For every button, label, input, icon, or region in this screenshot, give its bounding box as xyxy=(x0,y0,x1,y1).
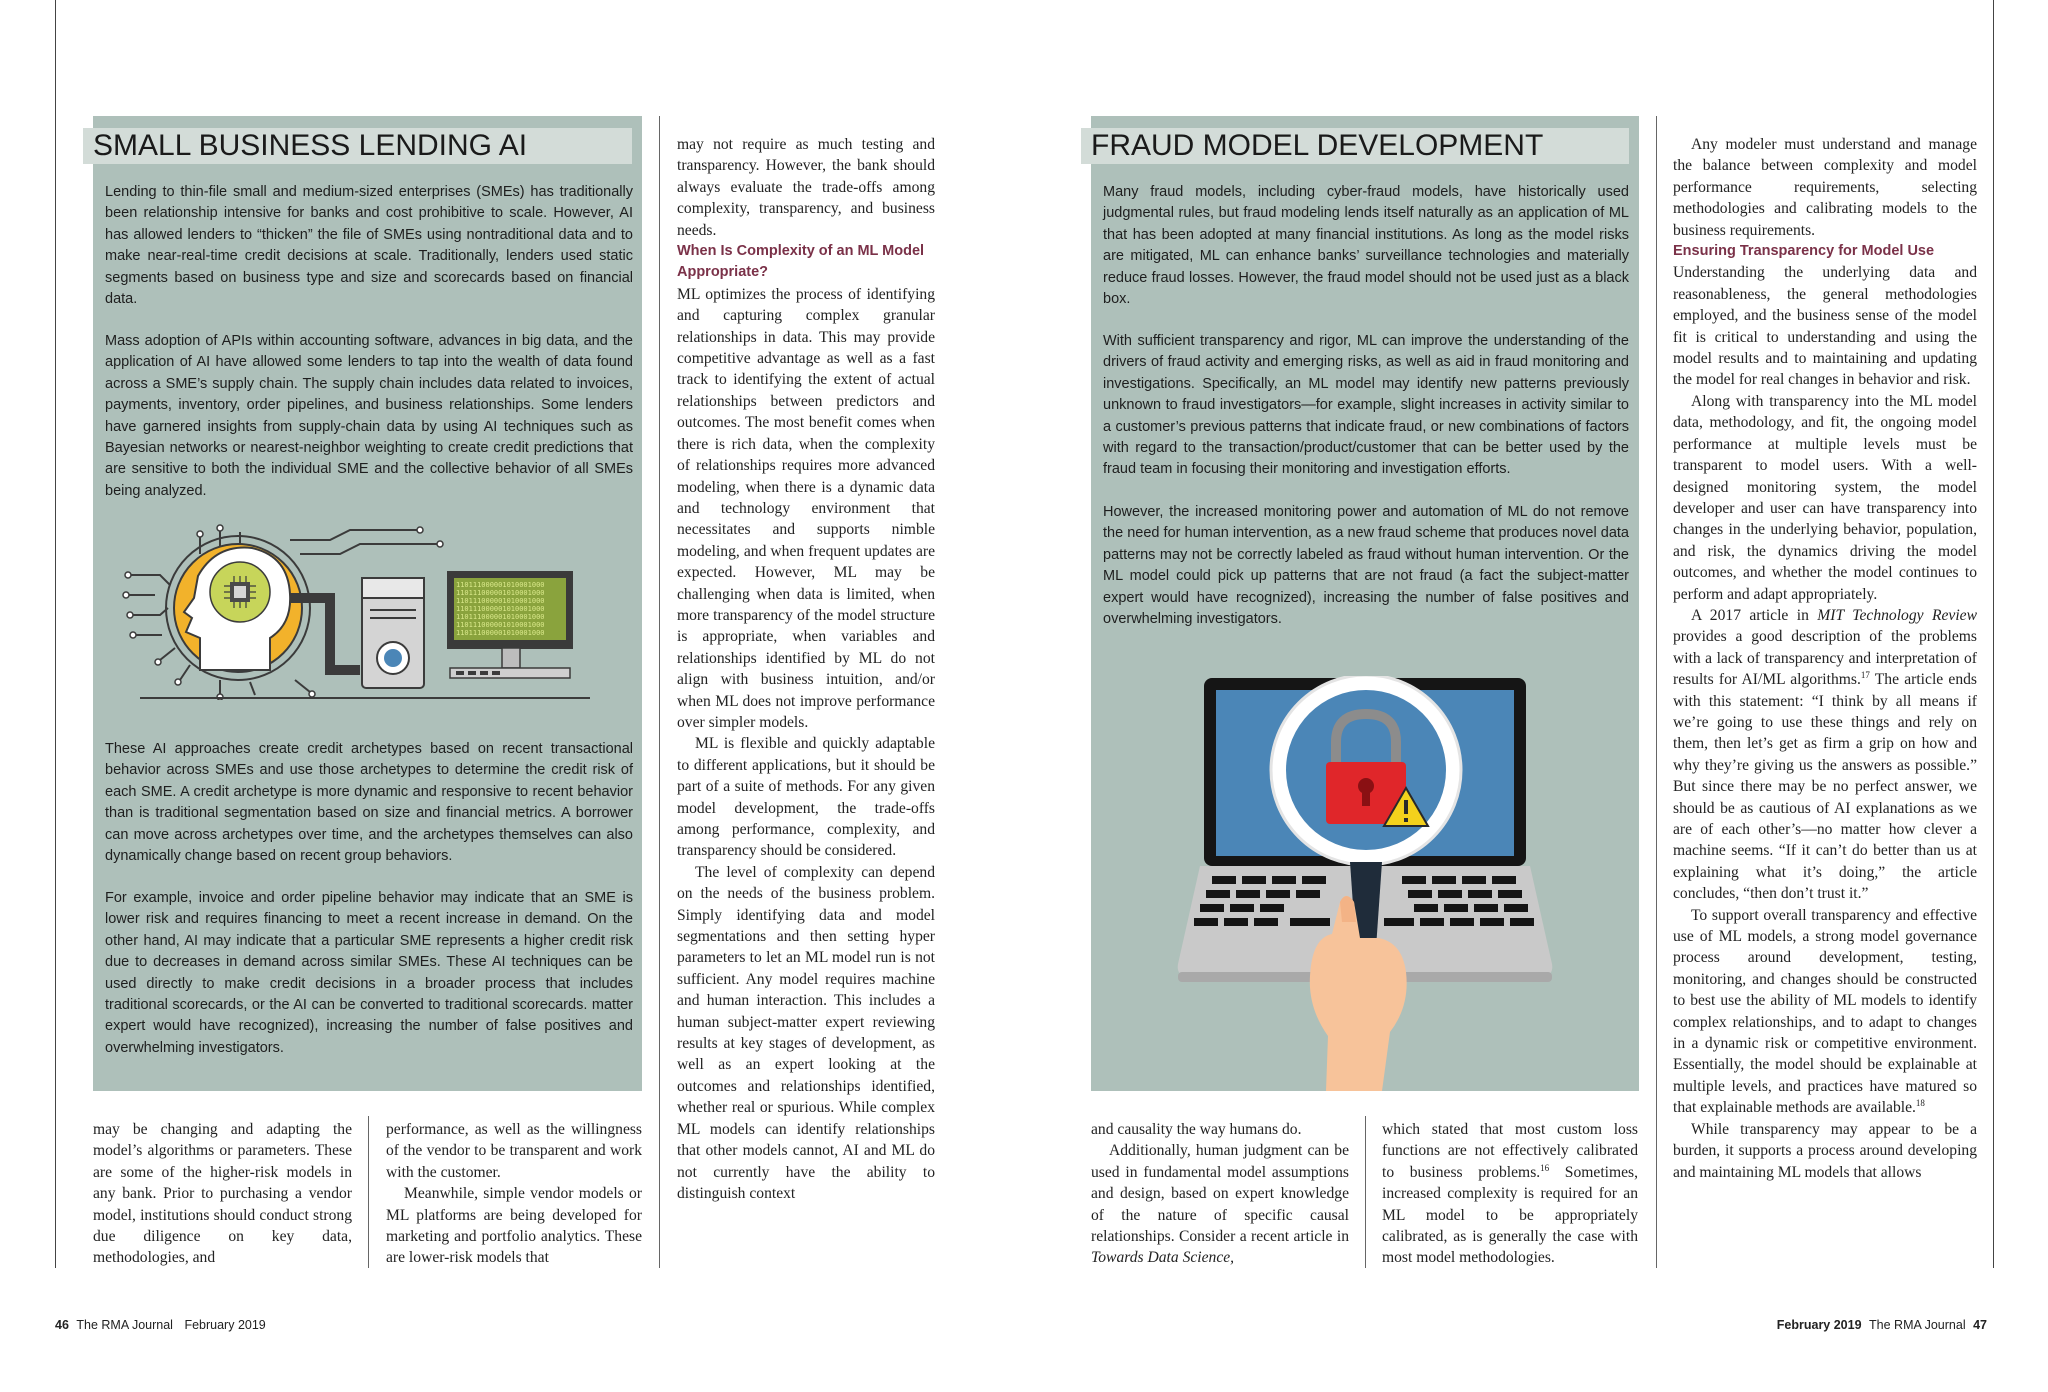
body-text: Additionally, human judgment can be used in fundamental model assumptions and design, based on expert knowledge of the nature of specific causal relationships. Consider a recent article in xyxy=(1091,1142,1349,1246)
left-column-2 xyxy=(386,1119,642,1269)
column-rule xyxy=(1656,116,1657,1268)
right-column-3 xyxy=(1673,134,1977,1183)
body-paragraph: and causality the way humans do. xyxy=(1091,1121,1302,1138)
body-paragraph: Understanding the underlying data and reasonableness, the general methodologies employed, and the business sense of the model fit is critical to understanding and using the model results and to maintaining and updating the model for real changes in behavior and risk. xyxy=(1673,264,1977,389)
body-text: provides a good description of the problems with a lack of transparency and interpretation of results for AI/ML algorithms. xyxy=(1673,628,1977,689)
issue-date: February 2019 xyxy=(184,1318,266,1332)
footnote-ref: 18 xyxy=(1915,1098,1925,1109)
sidebar-paragraph: For example, invoice and order pipeline behavior may indicate that an SME is lower risk and requires financing to meet a recent increase in demand. On the other hand, AI may indicate that a particular SME represents a higher credit risk due to decreases in demand across similar SMEs. These AI techniques can be used directly to make credit decisions in a broader process that includes traditional scorecards, or the AI can be converted to traditional scorecards. matter expert would have recognized), increasing the number of false positives and overwhelming investigators. xyxy=(105,890,633,1056)
footnote-ref: 16 xyxy=(1540,1162,1550,1173)
page-number: 47 xyxy=(1973,1318,1987,1332)
binary-line: 110111000001010001000 xyxy=(456,621,545,629)
column-rule xyxy=(1365,1116,1366,1268)
publication-title: MIT Technology Review xyxy=(1817,606,1978,624)
fraud-model-title: FRAUD MODEL DEVELOPMENT xyxy=(1081,128,1629,164)
sidebar-paragraph: Mass adoption of APIs within accounting software, advances in big data, and the application of AI have allowed some lenders to tap into the wealth of data found across a SME’s supply chain. The supply chain includes data related to invoices, payments, inventory, order pipelines, and business relationships. Some lenders have garnered insights from supply-chain data by using AI techniques such as Bayesian networks or nearest-neighbor weighting to create credit predictions that are sensitive to both the individual SME and the collective behavior of all SMEs being analyzed. xyxy=(105,333,633,499)
issue-date: February 2019 xyxy=(1776,1318,1862,1332)
body-paragraph: Any modeler must understand and manage the balance between complexity and model performance requirements, selecting methodologies and calibrating models to the business requirements. xyxy=(1673,136,1977,239)
body-paragraph xyxy=(1673,605,1977,905)
body-paragraph: Meanwhile, simple vendor models or ML platforms are being developed for marketing and portfolio analytics. These are lower-risk models that xyxy=(386,1185,642,1267)
ai-computer-illustration xyxy=(120,520,600,700)
sidebar-paragraph: Many fraud models, including cyber-fraud models, have historically used judgmental rules, but fraud modeling lends itself naturally as an application of ML that has been adopted at many financial institutions. As long as the model risks are mitigated, ML can enhance banks’ surveillance technologies and materially reduce fraud losses. However, the fraud model should not be used just as a black box. xyxy=(1103,184,1629,308)
binary-line: 110111000001010001000 xyxy=(456,605,545,613)
binary-line: 110111000001010001000 xyxy=(456,589,545,597)
body-paragraph: performance, as well as the willingness of the vendor to be transparent and work with the customer. xyxy=(386,1121,642,1181)
footnote-ref: 17 xyxy=(1860,669,1870,680)
body-text: A 2017 article in xyxy=(1691,606,1818,624)
body-paragraph xyxy=(1091,1140,1349,1268)
binary-line: 110111000001010001000 xyxy=(456,613,545,621)
section-heading: When Is Complexity of an ML Model Appropriate? xyxy=(677,243,925,281)
column-rule xyxy=(368,1116,369,1268)
right-column-1 xyxy=(1091,1119,1349,1269)
left-column-3 xyxy=(677,134,935,1204)
sidebar-paragraph: These AI approaches create credit archetypes based on recent transactional behavior across SMEs and use those archetypes to determine the credit risk of each SME. A credit archetype is more dynamic and responsive to recent behavior than is traditional segmentation based on size and financial metrics. A borrower can move across archetypes over time, and the archetypes themselves can also dynamically change based on recent group behaviors. xyxy=(105,741,633,865)
left-footer xyxy=(55,1318,266,1332)
body-paragraph: ML is flexible and quickly adaptable to different applications, but it should be part of a suite of methods. For any given model development, the trade-offs among performance, complexity, and transparency should be considered. xyxy=(677,735,935,860)
left-page-edge xyxy=(55,0,56,1268)
binary-line: 110111000001010001000 xyxy=(456,597,545,605)
body-paragraph: ML optimizes the process of identifying and capturing complex granular relationships in data. This may provide competitive advantage as well as a fast track to identifying the extent of actual relationships between predictors and outcomes. The most benefit comes when there is rich data, when the complexity of relationships requires more advanced modeling, when there is a dynamic data and technology environment that necessitates and supports nimble modeling, and when frequent updates are expected. However, ML may be challenging when data is limited, when more transparency of the model structure is appropriate, when variables and relationships identified by ML do not align with business intuition, and/or when ML does not improve performance over simpler models. xyxy=(677,285,935,731)
column-rule xyxy=(659,116,660,1268)
binary-line: 110111000001010001000 xyxy=(456,629,545,637)
body-paragraph: may be changing and adapting the model’s algorithms or parameters. These are some of the higher-risk models in any bank. Prior to purchasing a vendor model, institutions should conduct strong due diligence on key data, methodologies, and xyxy=(93,1121,352,1267)
body-paragraph: While transparency may appear to be a burden, it supports a process around developing and maintaining ML models that allows xyxy=(1673,1120,1977,1181)
sidebar-paragraph: Lending to thin-file small and medium-sized enterprises (SMEs) has traditionally been relationship intensive for banks and cost prohibitive to scale. However, AI has allowed lenders to “thicken” the file of SMEs using nontraditional data and to make near-real-time credit decisions at scale. Traditionally, lenders used static segments based on business type and size and scorecards based on financial data. xyxy=(105,184,633,308)
journal-name: The RMA Journal xyxy=(1869,1318,1966,1332)
right-page-edge xyxy=(1993,0,1994,1268)
body-paragraph: Along with transparency into the ML model data, methodology, and fit, the ongoing model performance at multiple levels must be transparent to model users. With a well-designed monitoring system, the model developer and user can have transparency into changes in the underlying behavior, population, and risk, the dynamics driving the model outcomes, and whether the model continues to perform and adapt appropriately. xyxy=(1673,392,1977,603)
left-column-1 xyxy=(93,1119,352,1269)
body-text: Sometimes, increased complexity is required for an ML model to be appropriately calibrated, as is generally the case with most model methodologies. xyxy=(1382,1163,1638,1267)
body-text: which stated that most custom loss functions are not effectively calibrated to business problems. xyxy=(1382,1121,1638,1181)
publication-title: Towards Data Science, xyxy=(1091,1249,1235,1267)
journal-name: The RMA Journal xyxy=(76,1318,173,1332)
body-paragraph xyxy=(1673,905,1977,1119)
body-paragraph: may not require as much testing and transparency. However, the bank should always evaluate the trade-offs among complexity, transparency, and business needs. xyxy=(677,136,935,239)
body-text: To support overall transparency and effective use of ML models, a strong model governance process around development, testing, monitoring, and changes should be constructed to best use the ability of ML models to identify complex relationships, and to adapt to changes in a dynamic risk or competitive environment. Essentially, the model should be explainable at multiple levels, and practices have matured so that explainable methods are available. xyxy=(1673,906,1977,1117)
right-footer xyxy=(1777,1318,1987,1332)
laptop-lock-illustration xyxy=(1170,676,1560,1091)
right-column-2 xyxy=(1382,1119,1638,1269)
body-text: The article ends with this statement: “I think by all means if we’re going to use these things and rely on them, then let’s get as firm a grip on how and why they’re giving us the answers as possible.” But since there may be no perfect answer, we should be as cautious of AI explanations as we are of each other’s—no matter how clever a machine seems. “If it can’t do better than us at explaining what it’s doing,” the article concludes, “then don’t trust it.” xyxy=(1673,671,1977,903)
section-heading: Ensuring Transparency for Model Use xyxy=(1673,243,1935,260)
page-number: 46 xyxy=(55,1318,69,1332)
body-paragraph: The level of complexity can depend on the needs of the business problem. Simply identifying data and model segmentations and then setting hyper parameters to let an ML model run is not sufficient. Any model requires machine and human interaction. This includes a human subject-matter expert reviewing results at key stages of development, as well as an expert looking at the outcomes and relationships identified, whether real or spurious. While complex ML models can identify relationships that other models cannot, AI and ML do not currently have the ability to distinguish context xyxy=(677,863,935,1202)
small-business-title: SMALL BUSINESS LENDING AI xyxy=(83,128,632,164)
body-paragraph xyxy=(1382,1119,1638,1269)
sidebar-paragraph: With sufficient transparency and rigor, ML can improve the understanding of the drivers of fraud activity and emerging risks, as well as aid in fraud monitoring and investigations. Specifically, an ML model may identify new patterns previously unknown to fraud investigators—for example, slight increases in activity similar to a customer’s previous patterns that indicate fraud, or new combinations of factors with regard to the transaction/product/customer that can be better used by the fraud team in focusing their monitoring and investigation efforts. xyxy=(1103,333,1629,478)
sidebar-paragraph: However, the increased monitoring power and automation of ML do not remove the need for human intervention, as a new fraud scheme that produces novel data patterns may not be correctly labeled as fraud without human intervention. Or the ML model could pick up patterns that are not fraud (a fact the subject-matter expert would have recognized), increasing the number of false positives and overwhelming investigators. xyxy=(1103,504,1629,628)
binary-line: 110111000001010001000 xyxy=(456,581,545,589)
